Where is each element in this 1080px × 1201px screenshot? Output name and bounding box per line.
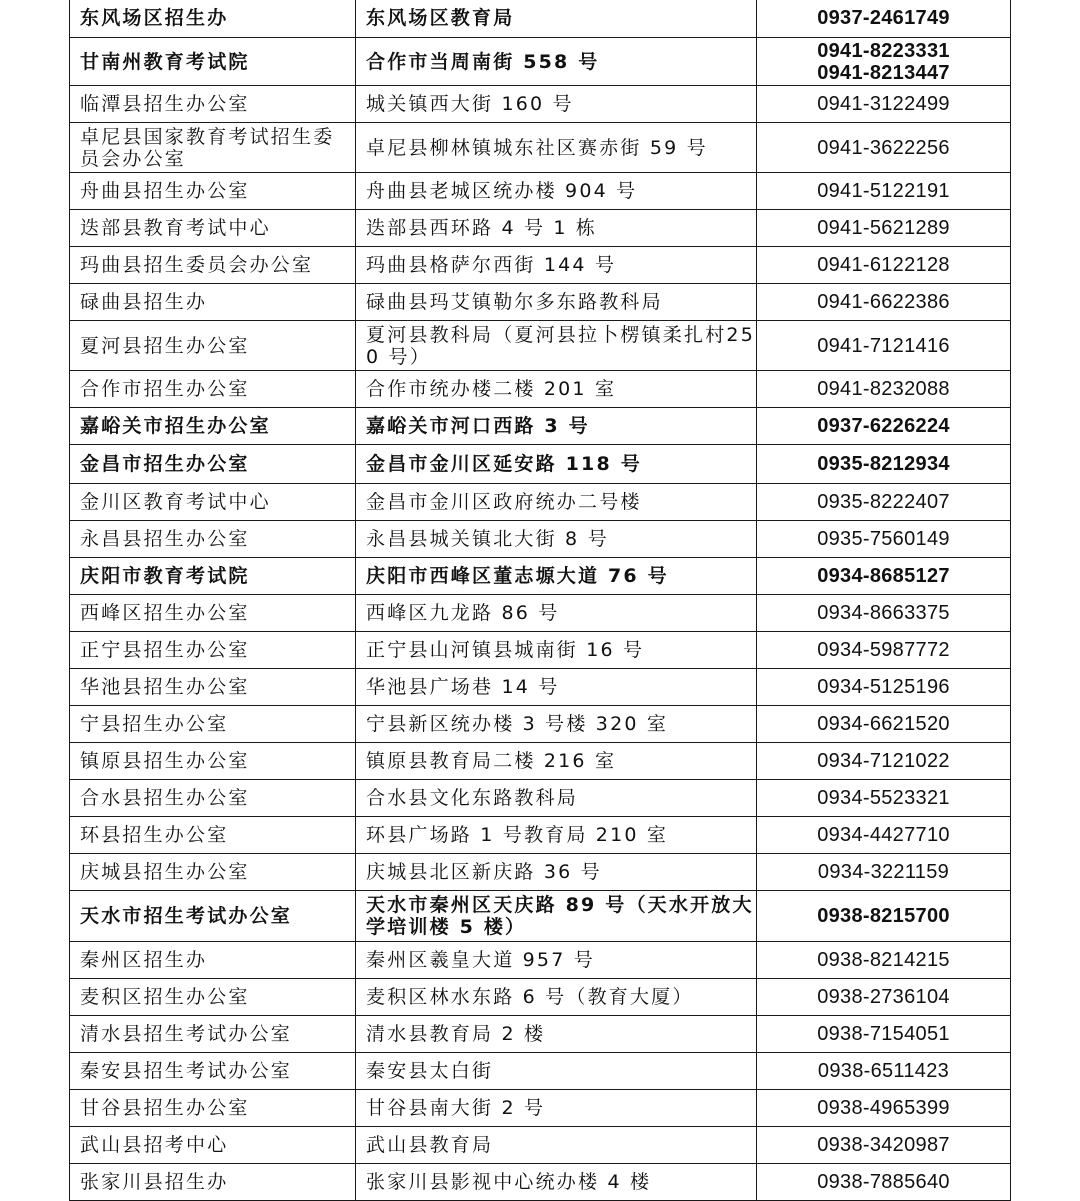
phone-cell: [757, 558, 1011, 595]
address-cell: 镇原县教育局二楼 216 室: [356, 743, 757, 780]
address-cell: 迭部县西环路 4 号 1 栋: [356, 210, 757, 247]
phone-number: 0938-7154051: [817, 1023, 950, 1045]
address-cell: 华池县广场巷 14 号: [356, 669, 757, 706]
address-cell: 合作市当周南街 558 号: [356, 38, 757, 86]
address-cell: 庆城县北区新庆路 36 号: [356, 854, 757, 891]
phone-number: 0941-8232088: [817, 378, 950, 400]
phone-cell: [757, 484, 1011, 521]
phone-cell: [757, 173, 1011, 210]
phone-cell: [757, 321, 1011, 371]
phone-cell: [757, 817, 1011, 854]
table-row: [70, 521, 1011, 558]
office-name-cell: 秦州区招生办: [70, 942, 356, 979]
phone-number: 0937-2461749: [817, 7, 950, 29]
table-row: [70, 445, 1011, 484]
phone-cell: [757, 247, 1011, 284]
phone-number: 0941-5122191: [817, 180, 950, 202]
address-cell: 武山县教育局: [356, 1127, 757, 1164]
office-name-cell: 武山县招考中心: [70, 1127, 356, 1164]
office-name-cell: 张家川县招生办: [70, 1164, 356, 1201]
office-name-cell: 秦安县招生考试办公室: [70, 1053, 356, 1090]
phone-number: 0941-5621289: [817, 217, 950, 239]
address-cell: 金昌市金川区政府统办二号楼: [356, 484, 757, 521]
office-name-cell: 夏河县招生办公室: [70, 321, 356, 371]
address-cell: 麦积区林水东路 6 号（教育大厦）: [356, 979, 757, 1016]
phone-number: 0938-3420987: [817, 1134, 950, 1156]
phone-number: 0934-6621520: [817, 713, 950, 735]
phone-number: 0941-6622386: [817, 291, 950, 313]
table-row: [70, 558, 1011, 595]
phone-cell: [757, 854, 1011, 891]
table-row: [70, 0, 1011, 38]
office-name-cell: 西峰区招生办公室: [70, 595, 356, 632]
table-row: [70, 743, 1011, 780]
office-name-cell: 甘南州教育考试院: [70, 38, 356, 86]
phone-number: 0938-7885640: [817, 1171, 950, 1193]
phone-number: 0941-3622256: [817, 136, 950, 159]
address-cell: 卓尼县柳林镇城东社区赛赤街 59 号: [356, 123, 757, 173]
address-cell: 西峰区九龙路 86 号: [356, 595, 757, 632]
phone-cell: [757, 521, 1011, 558]
office-name-cell: 舟曲县招生办公室: [70, 173, 356, 210]
phone-number: 0935-8212934: [817, 453, 950, 475]
phone-cell: [757, 38, 1011, 86]
address-cell: 环县广场路 1 号教育局 210 室: [356, 817, 757, 854]
office-name-cell: 麦积区招生办公室: [70, 979, 356, 1016]
phone-number: 0941-3122499: [817, 93, 950, 115]
contacts-table: [69, 0, 1011, 1201]
office-name-cell: 天水市招生考试办公室: [70, 891, 356, 942]
table-row: [70, 706, 1011, 743]
table-row: [70, 942, 1011, 979]
office-name-cell: 金昌市招生办公室: [70, 445, 356, 484]
office-name-cell: 嘉峪关市招生办公室: [70, 408, 356, 445]
phone-cell: [757, 210, 1011, 247]
office-name-cell: 合作市招生办公室: [70, 371, 356, 408]
table-row: [70, 1127, 1011, 1164]
table-row: [70, 123, 1011, 173]
address-cell: 秦州区羲皇大道 957 号: [356, 942, 757, 979]
table-body: [70, 0, 1011, 1201]
table-row: [70, 1016, 1011, 1053]
phone-cell: [757, 0, 1011, 38]
office-name-cell: 甘谷县招生办公室: [70, 1090, 356, 1127]
address-cell: 合作市统办楼二楼 201 室: [356, 371, 757, 408]
phone-number: 0941-7121416: [817, 334, 950, 357]
table-row: [70, 321, 1011, 371]
phone-number: 0935-7560149: [817, 528, 950, 550]
phone-cell: [757, 1164, 1011, 1201]
office-name-cell: 永昌县招生办公室: [70, 521, 356, 558]
phone-number: 0937-6226224: [817, 415, 950, 437]
phone-number: 0941-8223331: [817, 39, 950, 62]
phone-number: 0934-7121022: [817, 750, 950, 772]
phone-number: 0934-5523321: [817, 787, 950, 809]
table-row: [70, 484, 1011, 521]
office-name-cell: 环县招生办公室: [70, 817, 356, 854]
phone-cell: [757, 891, 1011, 942]
phone-number: 0934-5125196: [817, 676, 950, 698]
phone-number: 0934-4427710: [817, 824, 950, 846]
table-row: [70, 86, 1011, 123]
address-cell: 清水县教育局 2 楼: [356, 1016, 757, 1053]
office-name-cell: 碌曲县招生办: [70, 284, 356, 321]
office-name-cell: 金川区教育考试中心: [70, 484, 356, 521]
phone-cell: [757, 743, 1011, 780]
table-row: [70, 247, 1011, 284]
phone-cell: [757, 408, 1011, 445]
table-row: [70, 854, 1011, 891]
phone-number: 0938-6511423: [817, 1060, 950, 1082]
phone-cell: [757, 595, 1011, 632]
phone-number: 0938-2736104: [817, 986, 950, 1008]
phone-number: 0934-8663375: [817, 602, 950, 624]
address-cell: 甘谷县南大街 2 号: [356, 1090, 757, 1127]
phone-number: 0934-3221159: [817, 861, 950, 883]
address-cell: 秦安县太白街: [356, 1053, 757, 1090]
table-row: [70, 1053, 1011, 1090]
address-cell: 金昌市金川区延安路 118 号: [356, 445, 757, 484]
table-row: [70, 408, 1011, 445]
phone-cell: [757, 1127, 1011, 1164]
phone-cell: [757, 123, 1011, 173]
table-row: [70, 1090, 1011, 1127]
table-row: [70, 210, 1011, 247]
address-cell: 正宁县山河镇县城南街 16 号: [356, 632, 757, 669]
table-row: [70, 669, 1011, 706]
office-name-cell: 华池县招生办公室: [70, 669, 356, 706]
office-name-cell: 庆城县招生办公室: [70, 854, 356, 891]
phone-number: 0941-8213447: [817, 61, 950, 84]
phone-cell: [757, 86, 1011, 123]
table-row: [70, 284, 1011, 321]
address-cell: 庆阳市西峰区董志塬大道 76 号: [356, 558, 757, 595]
table-row: [70, 632, 1011, 669]
office-name-cell: 东风场区招生办: [70, 0, 356, 38]
phone-number: 0938-8215700: [817, 905, 950, 927]
table-row: [70, 979, 1011, 1016]
table-row: [70, 173, 1011, 210]
office-name-cell: 清水县招生考试办公室: [70, 1016, 356, 1053]
address-cell: 碌曲县玛艾镇勒尔多东路教科局: [356, 284, 757, 321]
office-name-cell: 临潭县招生办公室: [70, 86, 356, 123]
address-cell: 玛曲县格萨尔西街 144 号: [356, 247, 757, 284]
office-name-cell: 宁县招生办公室: [70, 706, 356, 743]
phone-number: 0938-4965399: [817, 1097, 950, 1119]
phone-cell: [757, 371, 1011, 408]
address-cell: 嘉峪关市河口西路 3 号: [356, 408, 757, 445]
office-name-cell: 卓尼县国家教育考试招生委员会办公室: [70, 123, 356, 173]
table-row: [70, 817, 1011, 854]
phone-cell: [757, 669, 1011, 706]
phone-cell: [757, 979, 1011, 1016]
phone-cell: [757, 706, 1011, 743]
phone-cell: [757, 780, 1011, 817]
address-cell: 夏河县教科局（夏河县拉卜楞镇柔扎村250 号）: [356, 321, 757, 371]
table-row: [70, 780, 1011, 817]
address-cell: 张家川县影视中心统办楼 4 楼: [356, 1164, 757, 1201]
phone-cell: [757, 445, 1011, 484]
phone-cell: [757, 942, 1011, 979]
phone-number: 0941-6122128: [817, 254, 950, 276]
table-row: [70, 38, 1011, 86]
address-cell: 舟曲县老城区统办楼 904 号: [356, 173, 757, 210]
phone-cell: [757, 284, 1011, 321]
table-row: [70, 595, 1011, 632]
address-cell: 城关镇西大街 160 号: [356, 86, 757, 123]
phone-cell: [757, 1090, 1011, 1127]
phone-number: 0934-5987772: [817, 639, 950, 661]
office-name-cell: 迭部县教育考试中心: [70, 210, 356, 247]
address-cell: 永昌县城关镇北大街 8 号: [356, 521, 757, 558]
table-row: [70, 371, 1011, 408]
phone-number: 0934-8685127: [817, 565, 950, 587]
office-name-cell: 合水县招生办公室: [70, 780, 356, 817]
office-name-cell: 正宁县招生办公室: [70, 632, 356, 669]
table-row: [70, 891, 1011, 942]
address-cell: 合水县文化东路教科局: [356, 780, 757, 817]
office-name-cell: 庆阳市教育考试院: [70, 558, 356, 595]
phone-cell: [757, 1016, 1011, 1053]
phone-cell: [757, 1053, 1011, 1090]
address-cell: 天水市秦州区天庆路 89 号（天水开放大学培训楼 5 楼）: [356, 891, 757, 942]
phone-number: 0935-8222407: [817, 491, 950, 513]
address-cell: 东风场区教育局: [356, 0, 757, 38]
phone-cell: [757, 632, 1011, 669]
office-name-cell: 玛曲县招生委员会办公室: [70, 247, 356, 284]
table-row: [70, 1164, 1011, 1201]
office-name-cell: 镇原县招生办公室: [70, 743, 356, 780]
phone-number: 0938-8214215: [817, 949, 950, 971]
address-cell: 宁县新区统办楼 3 号楼 320 室: [356, 706, 757, 743]
